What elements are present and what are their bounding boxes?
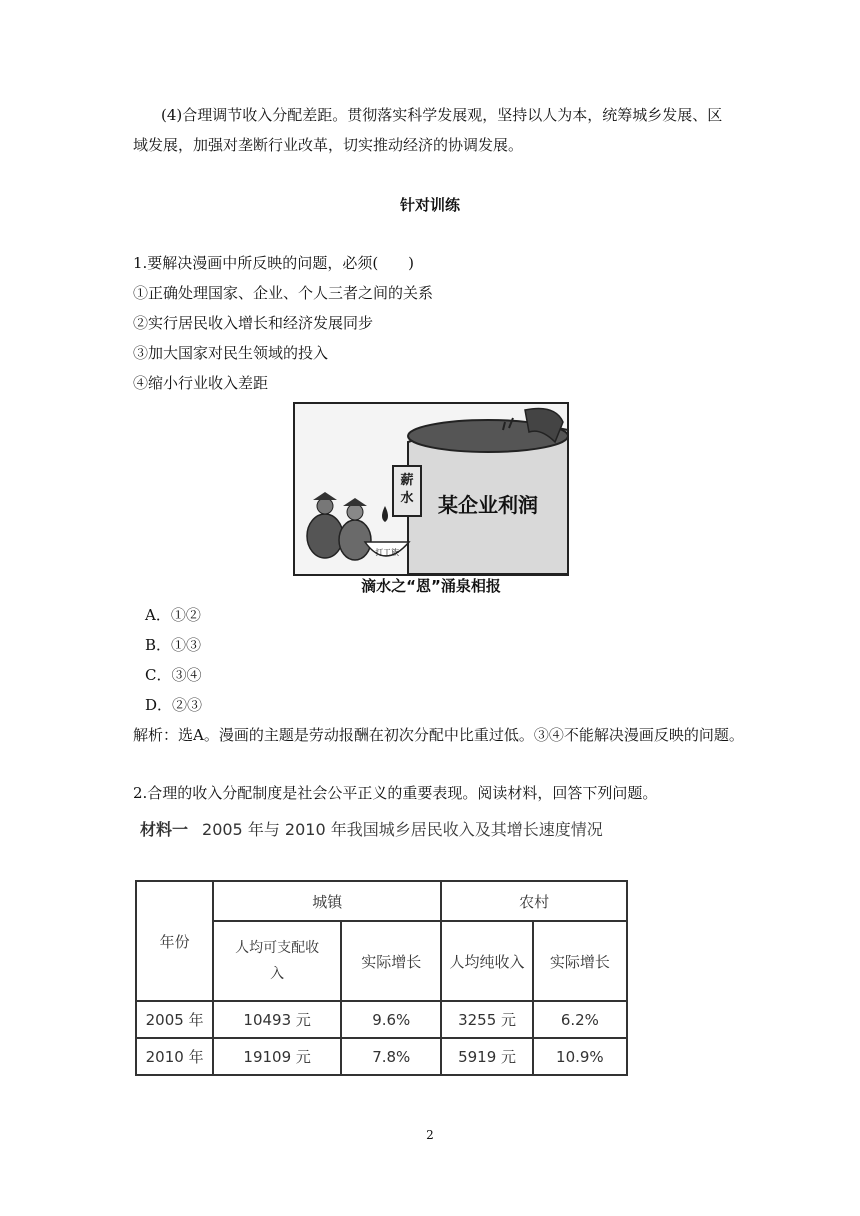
option-a: A．①② bbox=[145, 606, 201, 624]
row-rural-growth: 10.9% bbox=[533, 1038, 627, 1075]
row-urban-growth: 7.8% bbox=[341, 1038, 441, 1075]
year-header: 年份 bbox=[136, 881, 213, 1001]
material-title-text: 2005 年与 2010 年我国城乡居民收入及其增长速度情况 bbox=[202, 820, 603, 839]
bowl-label: 打工族 bbox=[375, 548, 399, 557]
rural-income-header: 人均纯收入 bbox=[441, 921, 532, 1001]
urban-growth-header: 实际增长 bbox=[341, 921, 441, 1001]
urban-header: 城镇 bbox=[213, 881, 441, 921]
income-table bbox=[135, 880, 628, 1076]
row-urban-growth: 9.6% bbox=[341, 1001, 441, 1038]
row-year: 2010 年 bbox=[136, 1038, 213, 1075]
question1-stem: 1.要解决漫画中所反映的问题，必须( ) bbox=[133, 254, 415, 272]
cartoon-caption: 滴水之“恩”涌泉相报 bbox=[361, 577, 501, 595]
row-urban-income: 19109 元 bbox=[213, 1038, 341, 1075]
material-label: 材料一 bbox=[140, 820, 189, 839]
row-urban-income: 10493 元 bbox=[213, 1001, 341, 1038]
intro-paragraph: (4)合理调节收入分配差距。贯彻落实科学发展观，坚持以人为本，统筹城乡发展、区域发展，加强对垄断行业改革，切实推动经济的协调发展。 bbox=[133, 106, 723, 154]
page-number: 2 bbox=[426, 1128, 434, 1142]
table-row bbox=[136, 1001, 627, 1038]
pipe-label-2: 水 bbox=[400, 491, 414, 506]
analysis-text: 解析：选A。漫画的主题是劳动报酬在初次分配中比重过低。③④不能解决漫画反映的问题。 bbox=[133, 726, 744, 744]
row-rural-growth: 6.2% bbox=[533, 1001, 627, 1038]
rural-growth-header: 实际增长 bbox=[533, 921, 627, 1001]
row-rural-income: 3255 元 bbox=[441, 1001, 532, 1038]
material-title bbox=[140, 815, 670, 845]
statement-3: ③加大国家对民生领域的投入 bbox=[133, 344, 329, 362]
urban-income-header: 人均可支配收入 bbox=[213, 921, 341, 1001]
statement-4: ④缩小行业收入差距 bbox=[133, 374, 269, 392]
cartoon-image bbox=[293, 402, 569, 576]
statement-2: ②实行居民收入增长和经济发展同步 bbox=[133, 314, 374, 332]
section-title: 针对训练 bbox=[399, 196, 460, 214]
option-d: D．②③ bbox=[145, 696, 203, 714]
statement-1: ①正确处理国家、企业、个人三者之间的关系 bbox=[133, 284, 434, 302]
row-rural-income: 5919 元 bbox=[441, 1038, 532, 1075]
option-c: C．③④ bbox=[145, 666, 202, 684]
tank-label: 某企业利润 bbox=[438, 493, 538, 517]
pipe-label-1: 薪 bbox=[400, 473, 414, 488]
question2-stem: 2.合理的收入分配制度是社会公平正义的重要表现。阅读材料，回答下列问题。 bbox=[133, 784, 658, 802]
rural-header: 农村 bbox=[441, 881, 627, 921]
table-row bbox=[136, 1038, 627, 1075]
row-year: 2005 年 bbox=[136, 1001, 213, 1038]
option-b: B．①③ bbox=[145, 636, 202, 654]
